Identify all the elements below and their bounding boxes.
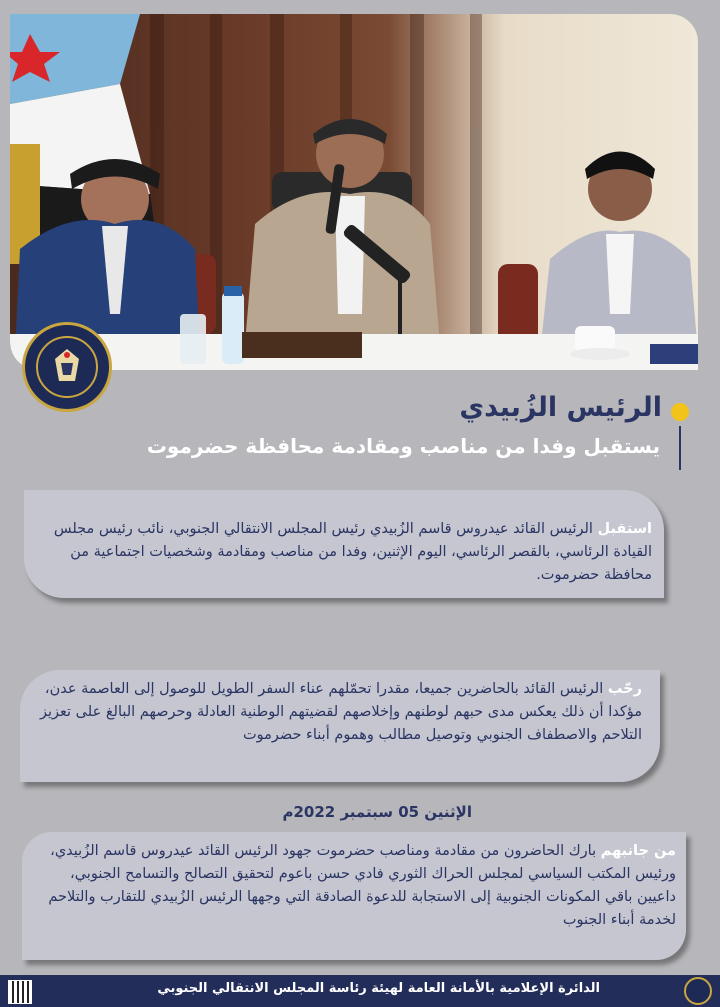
news-card-response (22, 832, 686, 960)
meeting-photo-illustration (10, 14, 698, 370)
footer-logo-icon (684, 977, 712, 1005)
card-text: الرئيس القائد بالحاضرين جميعا، مقدرا تحمّلهم عناء السفر الطويل للوصول إلى العاصمة عدن، مؤكدا أن ذلك يعكس مدى حبهم لوطنهم وإخلاصهم لقضيتهم الوطنية العادلة وحرصهم البالغ على تعزيز التلاحم والاصطفاف الجنوبي وتوصيل مطالب وهموم أبناء حضرموت (40, 681, 642, 743)
stc-logo (22, 322, 112, 412)
title-bullet-icon (671, 403, 689, 421)
card-text: بارك الحاضرون من مقادمة ومناصب حضرموت جهود الرئيس القائد عيدروس قاسم الزُبيدي، ورئيس المكتب السياسي لمجلس الحراك الثوري فادي حسن باعوم لتحقيق التصالح والتسامح الجنوبي، داعيين باقي المكونات الجنوبية إلى الاستجابة للدعوة الصادقة التي وجهها الرئيس الزُبيدي للتقارب والتلاحم لخدمة أبناء الجنوب (48, 843, 676, 928)
page-title: الرئيس الزُبيدي (459, 392, 662, 423)
card-text: الرئيس القائد عيدروس قاسم الزُبيدي رئيس المجلس الانتقالي الجنوبي، نائب رئيس مجلس القيادة الرئاسي، بالقصر الرئاسي، اليوم الإثنين، وفدا من مناصب ومقادمة وشخصيات اجتماعية من محافظة حضرموت. (53, 521, 652, 583)
title-divider (679, 426, 681, 470)
meeting-photo (10, 14, 698, 370)
date-label: الإثنين 05 سبتمبر 2022م (282, 803, 472, 821)
footer-text: الدائرة الإعلامية بالأمانة العامة لهيئة رئاسة المجلس الانتقالي الجنوبي (157, 981, 600, 996)
stc-emblem-icon (25, 325, 109, 409)
card-lead: استقبل (597, 521, 652, 537)
footer-bar (0, 975, 720, 1007)
page-subtitle: يستقبل وفدا من مناصب ومقادمة محافظة حضرموت (146, 434, 660, 458)
card-lead: من جانبهم (600, 843, 676, 859)
qr-code-icon[interactable] (8, 980, 32, 1004)
news-card-welcome (20, 670, 660, 782)
card-lead: رحّب (607, 681, 642, 697)
news-card-reception (24, 490, 664, 598)
